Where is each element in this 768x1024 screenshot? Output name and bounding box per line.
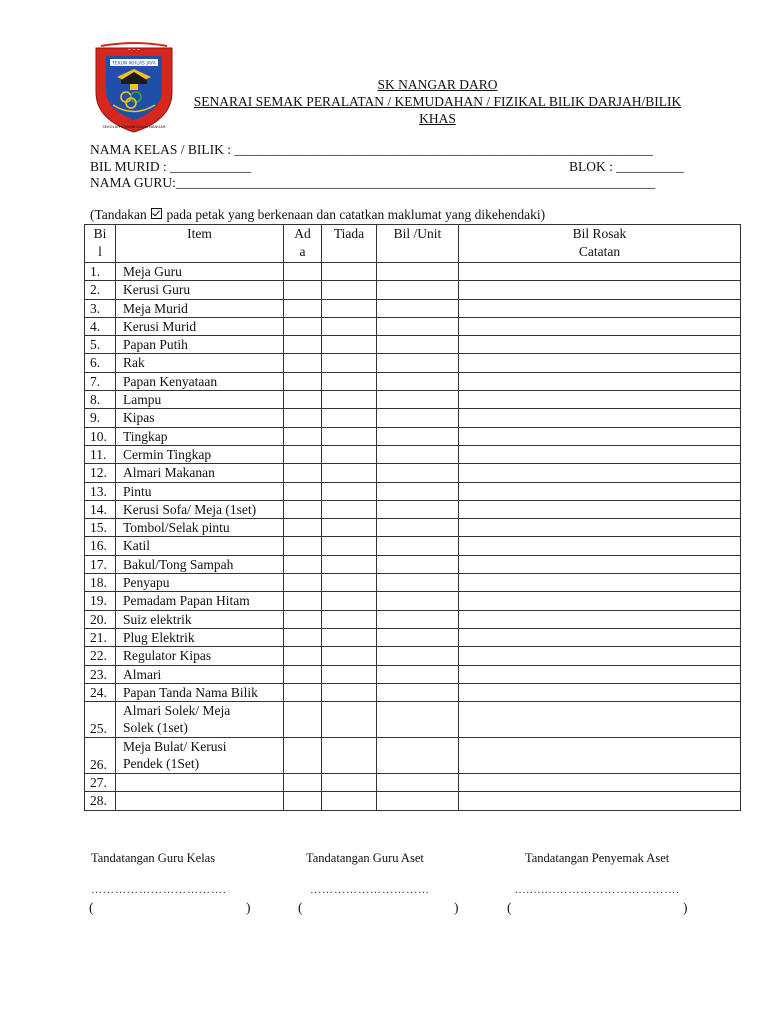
ada-cell[interactable] [284,592,322,610]
tiada-cell[interactable] [322,519,377,537]
row-item: Lampu [116,391,284,409]
catatan-cell[interactable] [459,537,741,555]
row-number: 19. [85,592,116,610]
tiada-cell[interactable] [322,482,377,500]
logo-arc-text: SEKOLAH KEBANGSAAN NANGAR [102,124,166,129]
row-number: 8. [85,391,116,409]
catatan-cell[interactable] [459,628,741,646]
ada-cell[interactable] [284,574,322,592]
sign-line-penyemak: ...........…………………………. [515,884,680,896]
catatan-cell[interactable] [459,317,741,335]
row-number: 5. [85,336,116,354]
ada-cell[interactable] [284,500,322,518]
table-row [85,683,741,701]
name-close-paren-2: ) [454,900,459,915]
instruction: (Tandakan pada petak yang berkenaan dan catatkan maklumat yang dikehendaki) [90,207,546,222]
bil-unit-cell[interactable] [377,665,459,683]
name-open-paren-1: ( [89,900,94,915]
tiada-cell[interactable] [322,702,377,738]
table-row [85,537,741,555]
bil-unit-cell[interactable] [377,391,459,409]
table-row [85,263,741,281]
row-number: 4. [85,317,116,335]
tiada-cell[interactable] [322,592,377,610]
catatan-cell[interactable] [459,555,741,573]
bil-unit-cell[interactable] [377,372,459,390]
ada-cell[interactable] [284,299,322,317]
bil-unit-cell[interactable] [377,592,459,610]
form-title-line1: SENARAI SEMAK PERALATAN / KEMUDAHAN / FIZIKAL BILIK DARJAH/BILIK [193,94,682,109]
tiada-cell[interactable] [322,372,377,390]
ada-cell[interactable] [284,391,322,409]
row-number: 26. [85,738,116,774]
row-item [116,774,284,792]
catatan-cell[interactable] [459,738,741,774]
row-number: 3. [85,299,116,317]
ada-cell[interactable] [284,738,322,774]
nama-kelas-field: NAMA KELAS / BILIK : ______________________________________________________________ [90,142,653,157]
header-tiada: Tiada [322,225,377,263]
header-bil: Bi l [85,225,116,263]
tiada-cell[interactable] [322,445,377,463]
row-item: Papan Kenyataan [116,372,284,390]
row-item: Katil [116,537,284,555]
row-number: 14. [85,500,116,518]
row-number: 23. [85,665,116,683]
tiada-cell[interactable] [322,537,377,555]
table-row [85,519,741,537]
row-number: 12. [85,464,116,482]
tiada-cell[interactable] [322,464,377,482]
catatan-cell[interactable] [459,299,741,317]
catatan-cell[interactable] [459,482,741,500]
ada-cell[interactable] [284,336,322,354]
bil-unit-cell[interactable] [377,774,459,792]
bil-unit-cell[interactable] [377,702,459,738]
table-row [85,391,741,409]
row-number: 9. [85,409,116,427]
ada-cell[interactable] [284,372,322,390]
table-row [85,647,741,665]
catatan-cell[interactable] [459,519,741,537]
tiada-cell[interactable] [322,299,377,317]
ada-cell[interactable] [284,427,322,445]
catatan-cell[interactable] [459,391,741,409]
header-ada: Ad a [284,225,322,263]
table-row [85,592,741,610]
sign-label-penyemak: Tandatangan Penyemak Aset [525,851,670,865]
bil-unit-cell[interactable] [377,738,459,774]
bil-unit-cell[interactable] [377,299,459,317]
row-number: 7. [85,372,116,390]
row-number: 11. [85,445,116,463]
bil-unit-cell[interactable] [377,263,459,281]
row-item: Meja Murid [116,299,284,317]
svg-text:~ ~ ~: ~ ~ ~ [127,47,141,52]
row-item-line1: Meja Bulat/ Kerusi [123,739,227,755]
table-row [85,792,741,810]
ada-cell[interactable] [284,537,322,555]
sign-label-guru-kelas: Tandatangan Guru Kelas [91,851,216,865]
tiada-cell[interactable] [322,574,377,592]
catatan-cell[interactable] [459,702,741,738]
row-number: 13. [85,482,116,500]
table-row [85,774,741,792]
ada-cell[interactable] [284,263,322,281]
tiada-cell[interactable] [322,391,377,409]
ada-cell[interactable] [284,317,322,335]
row-number: 20. [85,610,116,628]
name-open-paren-3: ( [507,900,512,915]
row-item: Cermin Tingkap [116,445,284,463]
name-open-paren-2: ( [298,900,303,915]
school-logo [93,42,175,134]
ada-cell[interactable] [284,555,322,573]
ada-cell[interactable] [284,409,322,427]
row-number: 16. [85,537,116,555]
row-item [116,702,284,738]
tiada-cell[interactable] [322,610,377,628]
table-row [85,482,741,500]
tiada-cell[interactable] [322,427,377,445]
tiada-cell[interactable] [322,647,377,665]
ada-cell[interactable] [284,628,322,646]
bil-unit-cell[interactable] [377,628,459,646]
bil-unit-cell[interactable] [377,519,459,537]
catatan-cell[interactable] [459,336,741,354]
catatan-cell[interactable] [459,500,741,518]
tiada-cell[interactable] [322,683,377,701]
row-item: Pemadam Papan Hitam [116,592,284,610]
ada-cell[interactable] [284,792,322,810]
row-number: 2. [85,281,116,299]
bil-unit-cell[interactable] [377,427,459,445]
row-number: 28. [85,792,116,810]
tiada-cell[interactable] [322,628,377,646]
ada-cell[interactable] [284,665,322,683]
bil-unit-cell[interactable] [377,574,459,592]
row-item: Plug Elektrik [116,628,284,646]
row-number: 25. [85,702,116,738]
row-item-line2: Solek (1set) [123,720,188,736]
ada-cell[interactable] [284,445,322,463]
row-item: Tombol/Selak pintu [116,519,284,537]
table-row [85,702,741,738]
row-item: Meja Guru [116,263,284,281]
table-row [85,738,741,774]
row-item-line2: Pendek (1Set) [123,756,200,772]
catatan-cell[interactable] [459,354,741,372]
ada-cell[interactable] [284,354,322,372]
bil-murid-field: BIL MURID : ____________ [90,159,252,174]
catatan-cell[interactable] [459,281,741,299]
row-item-line1: Almari Solek/ Meja [123,703,231,719]
tiada-cell[interactable] [322,336,377,354]
table-row [85,409,741,427]
row-item: Kerusi Murid [116,317,284,335]
ada-cell[interactable] [284,610,322,628]
ada-cell[interactable] [284,482,322,500]
row-item: Papan Tanda Nama Bilik [116,683,284,701]
table-row [85,372,741,390]
ada-cell[interactable] [284,683,322,701]
tiada-cell[interactable] [322,500,377,518]
catatan-cell[interactable] [459,263,741,281]
sign-line-guru-kelas: ……………………………. [91,884,227,896]
ada-cell[interactable] [284,281,322,299]
bil-unit-cell[interactable] [377,500,459,518]
row-item: Almari Makanan [116,464,284,482]
row-item: Almari [116,665,284,683]
catatan-cell[interactable] [459,774,741,792]
row-number: 1. [85,263,116,281]
header-item: Item [116,225,284,263]
sign-line-guru-aset: ………………………… [310,884,430,896]
tiada-cell[interactable] [322,555,377,573]
row-item: Kipas [116,409,284,427]
sign-label-guru-aset: Tandatangan Guru Aset [306,851,424,865]
table-row [85,427,741,445]
ada-cell[interactable] [284,464,322,482]
tiada-cell[interactable] [322,774,377,792]
catatan-cell[interactable] [459,792,741,810]
row-item: Tingkap [116,427,284,445]
catatan-cell[interactable] [459,574,741,592]
row-item: Penyapu [116,574,284,592]
row-number: 18. [85,574,116,592]
row-item: Suiz elektrik [116,610,284,628]
row-number: 17. [85,555,116,573]
checkbox-icon [151,208,162,219]
table-row [85,665,741,683]
row-item: Papan Putih [116,336,284,354]
tiada-cell[interactable] [322,317,377,335]
table-row [85,574,741,592]
catatan-cell[interactable] [459,683,741,701]
ada-cell[interactable] [284,702,322,738]
checklist-table [84,224,741,811]
bil-unit-cell[interactable] [377,354,459,372]
table-row [85,500,741,518]
catatan-cell[interactable] [459,647,741,665]
bil-unit-cell[interactable] [377,482,459,500]
bil-unit-cell[interactable] [377,336,459,354]
table-row [85,317,741,335]
logo-banner-text: TEKUN IKHLAS JAYA [112,61,156,67]
row-item: Kerusi Guru [116,281,284,299]
tiada-cell[interactable] [322,263,377,281]
row-number: 15. [85,519,116,537]
table-row [85,445,741,463]
school-name: SK NANGAR DARO [377,77,498,92]
ada-cell[interactable] [284,647,322,665]
table-row [85,555,741,573]
header-bil-rosak-catatan: Bil Rosak Catatan [459,225,741,263]
row-item: Bakul/Tong Sampah [116,555,284,573]
table-row [85,354,741,372]
bil-unit-cell[interactable] [377,610,459,628]
bil-unit-cell[interactable] [377,683,459,701]
table-row [85,299,741,317]
row-number: 27. [85,774,116,792]
tiada-cell[interactable] [322,409,377,427]
tiada-cell[interactable] [322,665,377,683]
name-close-paren-1: ) [246,900,251,915]
bil-unit-cell[interactable] [377,445,459,463]
catatan-cell[interactable] [459,427,741,445]
nama-guru-field: NAMA GURU:_______________________________________________________________________ [90,175,656,190]
bil-unit-cell[interactable] [377,409,459,427]
tiada-cell[interactable] [322,281,377,299]
bil-unit-cell[interactable] [377,537,459,555]
ada-cell[interactable] [284,519,322,537]
bil-unit-cell[interactable] [377,647,459,665]
table-row [85,628,741,646]
table-row [85,610,741,628]
row-number: 21. [85,628,116,646]
catatan-cell[interactable] [459,464,741,482]
catatan-cell[interactable] [459,372,741,390]
ada-cell[interactable] [284,774,322,792]
table-row [85,281,741,299]
catatan-cell[interactable] [459,610,741,628]
tiada-cell[interactable] [322,738,377,774]
row-number: 10. [85,427,116,445]
bil-unit-cell[interactable] [377,317,459,335]
row-item: Pintu [116,482,284,500]
tiada-cell[interactable] [322,792,377,810]
bil-unit-cell[interactable] [377,792,459,810]
row-number: 24. [85,683,116,701]
blok-field: BLOK : __________ [569,159,684,174]
table-row [85,464,741,482]
tiada-cell[interactable] [322,354,377,372]
catatan-cell[interactable] [459,445,741,463]
row-item [116,738,284,774]
row-item [116,792,284,810]
bil-unit-cell[interactable] [377,555,459,573]
form-title-line2: KHAS [419,111,456,126]
table-header-row [85,225,741,263]
catatan-cell[interactable] [459,409,741,427]
row-number: 22. [85,647,116,665]
bil-unit-cell[interactable] [377,281,459,299]
name-close-paren-3: ) [683,900,688,915]
row-item: Rak [116,354,284,372]
row-item: Regulator Kipas [116,647,284,665]
header-bil-unit: Bil /Unit [377,225,459,263]
table-row [85,336,741,354]
row-item: Kerusi Sofa/ Meja (1set) [116,500,284,518]
catatan-cell[interactable] [459,592,741,610]
bil-unit-cell[interactable] [377,464,459,482]
row-number: 6. [85,354,116,372]
catatan-cell[interactable] [459,665,741,683]
